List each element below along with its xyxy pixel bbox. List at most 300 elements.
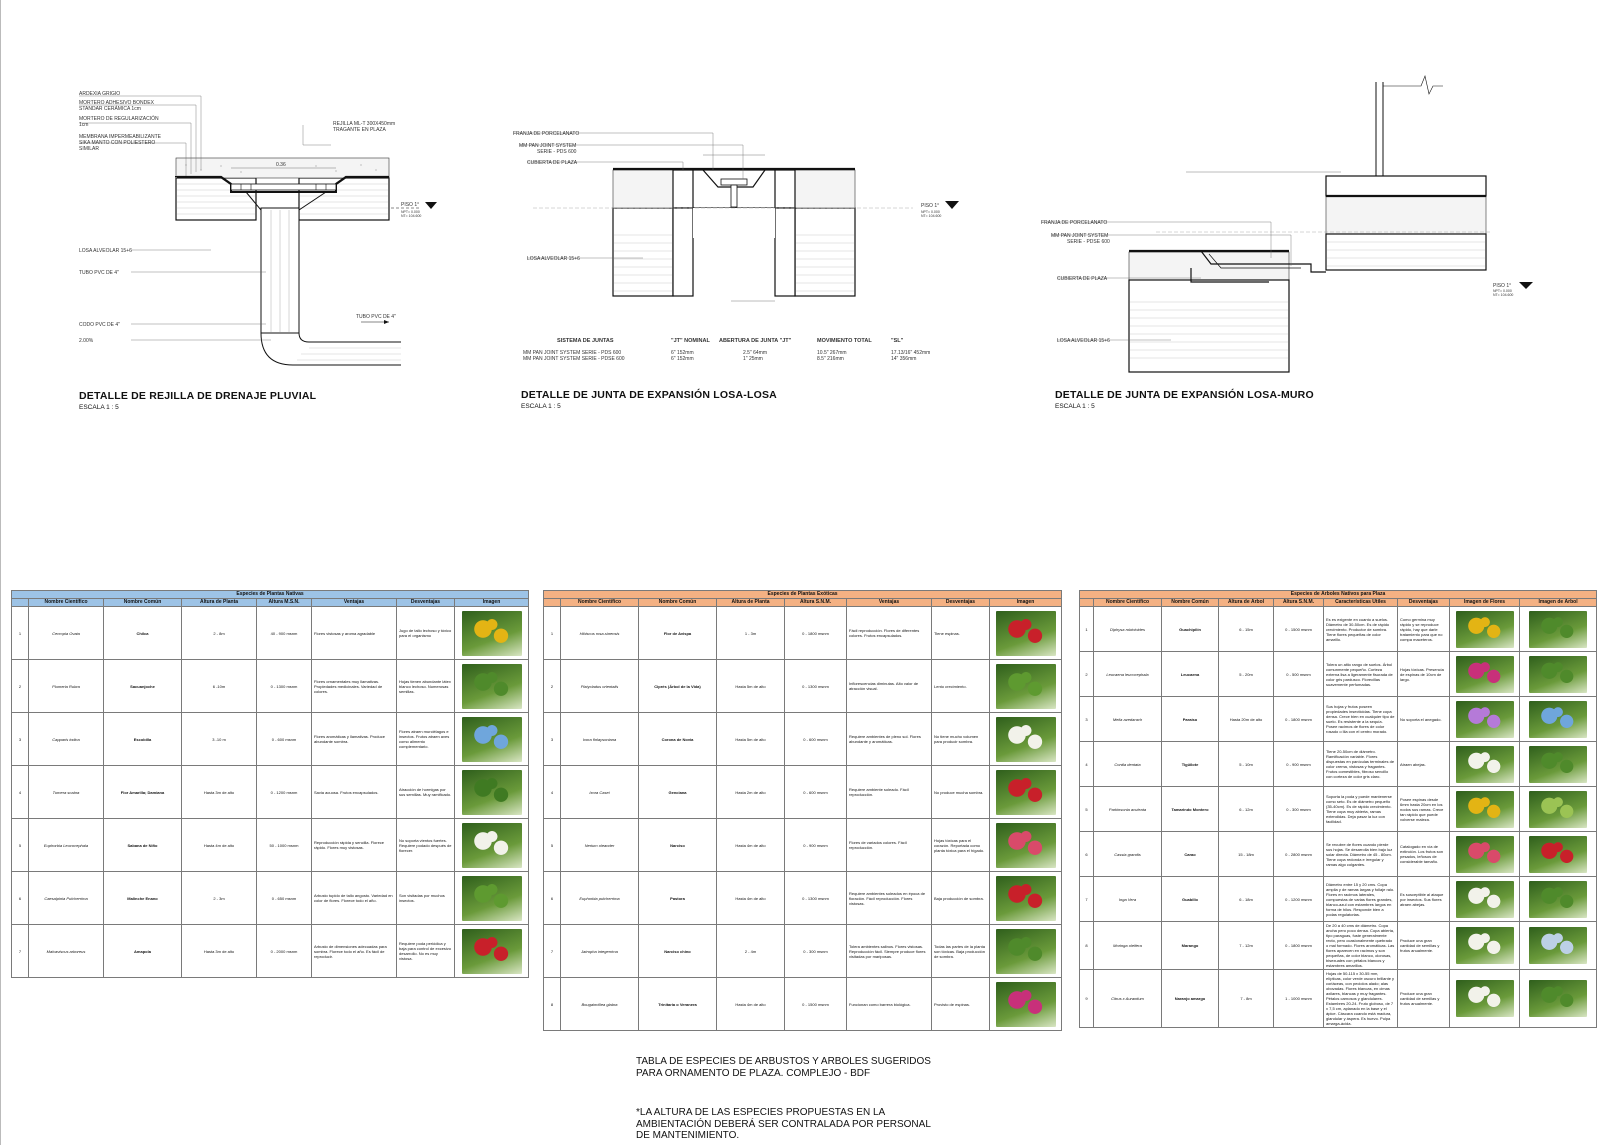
column-header: Altura S.N.M. — [1274, 599, 1324, 607]
joint-cell: MM PAN JOINT SYSTEM SERIE - PDSE 600 — [523, 356, 625, 362]
common-name: Tigüilote — [1162, 742, 1219, 787]
image-cell — [990, 925, 1062, 978]
column-header: Desventajas — [397, 599, 455, 607]
table-row — [12, 660, 529, 713]
height: 2 - 3m — [182, 872, 257, 925]
common-name: Flor de Avispa — [639, 607, 717, 660]
advantages: Flores vistosas y aroma agradable — [312, 607, 397, 660]
column-header: Nombre Científico — [561, 599, 639, 607]
image-cell — [455, 872, 529, 925]
advantages: Es es exigente en cuanto a suelos. Diámetro de 30-50cm. Es de rápido crecimiento. Productor de sombra. Tiene flores pequeñas de color amarillo. — [1324, 607, 1398, 652]
disadvantages: No produce mucha sombra. — [932, 766, 990, 819]
nt-label: NT= 104.600 — [401, 214, 422, 218]
advantages: Se recubre de flores cuando pierde sus hojas. Se desarrolla bien bajo luz solar directa. Diámetro de 45 - 80cm. Tiene copa redonda e irregular y ramas algo colgantes. — [1324, 832, 1398, 877]
disadvantages: Todas las partes de la planta son tóxicas. Baja producción de sombra. — [932, 925, 990, 978]
level-label: PISO 1° — [1493, 283, 1512, 289]
table-row — [1080, 877, 1597, 922]
image-cell — [990, 607, 1062, 660]
height: 2 - 4m — [717, 925, 785, 978]
row-number: 1 — [544, 607, 561, 660]
scientific-name: Malvaviscus arboreus — [29, 925, 104, 978]
scientific-name: Bougainvillea glabra — [561, 978, 639, 1031]
height: 1 - 3m — [717, 607, 785, 660]
column-header — [12, 599, 29, 607]
npt-label: NPT= 0.000 — [921, 210, 940, 214]
scientific-name: Jatropha integerrima — [561, 925, 639, 978]
altitude: 0 - 1300 msnm — [785, 660, 847, 713]
species-table-2 — [543, 590, 1062, 1031]
detail-drenaje-pluvial — [71, 80, 471, 411]
image-cell — [455, 607, 529, 660]
flower-photo — [1456, 881, 1514, 918]
plant-photo — [462, 770, 522, 815]
image-cell — [455, 819, 529, 872]
note-serie: SERIE - PDSE 600 — [1067, 239, 1110, 245]
advantages: Savia acuosa. Frutos encapsulados. — [312, 766, 397, 819]
flower-image-cell — [1450, 787, 1520, 832]
altitude: 0 - 900 msnm — [1274, 742, 1324, 787]
altitude: 0 - 900 msnm — [785, 819, 847, 872]
column-header: Nombre Científico — [1094, 599, 1162, 607]
scientific-name: Melia azedarach — [1094, 697, 1162, 742]
column-header: Altura de Planta — [182, 599, 257, 607]
scientific-name: Euphorbia pulcherrima — [561, 872, 639, 925]
height: Hasta 4m de alto — [717, 819, 785, 872]
nt-label: NT= 104.600 — [1493, 293, 1514, 297]
altitude: 0 - 1300 msnm — [785, 872, 847, 925]
disadvantages: Posee espinas desde 6mm hasta 20cm en los nodos sus ramas. Crece tan rápido que puede volverse maleza. — [1398, 787, 1450, 832]
note-franja: FRANJA DE PORCELANATO — [513, 131, 580, 137]
flower-image-cell — [1450, 877, 1520, 922]
advantages: Requiere ambientes soleados en época de floración. Fácil reproducción. Flores vistosas. — [847, 872, 932, 925]
row-number: 7 — [1080, 877, 1094, 922]
row-number: 9 — [1080, 970, 1094, 1028]
row-number: 3 — [1080, 697, 1094, 742]
common-name: Guachipilín — [1162, 607, 1219, 652]
tree-image-cell — [1520, 787, 1597, 832]
table-row — [1080, 697, 1597, 742]
height: 7 - 12m — [1219, 922, 1274, 970]
flower-image-cell — [1450, 697, 1520, 742]
common-name: Corona de Novia — [639, 713, 717, 766]
table-row — [544, 607, 1062, 660]
altitude: 0 - 600 msnm — [785, 766, 847, 819]
table-header-row — [12, 599, 529, 607]
scientific-name: Cassia grandis — [1094, 832, 1162, 877]
disadvantages: Son visitadas por muchos insectos. — [397, 872, 455, 925]
altitude: 40 - 900 msnm — [257, 607, 312, 660]
table-row — [544, 819, 1062, 872]
flower-image-cell — [1450, 742, 1520, 787]
advantages: Diámetro entre 15 y 20 cms. Copa amplia y de ramas largas y follaje ralo. Flores en racimos laterales, compuestas de varias flores grandes, blanco-azul con estambres largos en forma de hilos. Responde bien a podas regulatorias. — [1324, 877, 1398, 922]
plant-photo — [462, 664, 522, 709]
detail-scale: ESCALA 1 : 5 — [79, 404, 119, 411]
column-header: Nombre Común — [639, 599, 717, 607]
note-mortero-adhesivo: MORTERO ADHESIVO BONDEX — [79, 100, 154, 106]
note-franja: FRANJA DE PORCELANATO — [1041, 220, 1108, 226]
table-row — [1080, 787, 1597, 832]
species-table-3 — [1079, 590, 1597, 1028]
table-caption: Especies de Plantas Exóticas — [544, 591, 1062, 599]
tree-photo — [1529, 791, 1587, 828]
common-name: Narciso chino — [639, 925, 717, 978]
flower-photo — [1456, 791, 1514, 828]
table-row — [544, 766, 1062, 819]
plant-photo — [462, 876, 522, 921]
common-name: Trinitaria o Veranera — [639, 978, 717, 1031]
row-number: 6 — [544, 872, 561, 925]
altitude: 0 - 1200 msnm — [257, 766, 312, 819]
note-1cm: 1cm — [79, 122, 89, 128]
disadvantages: Es susceptible al ataque por insectos. Sus flores atraen abejas. — [1398, 877, 1450, 922]
common-name: Amapola — [104, 925, 182, 978]
tree-photo — [1529, 701, 1587, 738]
scientific-name: Ixora finlaysoniana — [561, 713, 639, 766]
flower-image-cell — [1450, 970, 1520, 1028]
junta-losa-muro-drawing — [1041, 72, 1581, 382]
row-number: 6 — [12, 872, 29, 925]
altitude: 0 - 2800 msnm — [1274, 832, 1324, 877]
common-name: Sacuanjoche — [104, 660, 182, 713]
detail-scale: ESCALA 1 : 5 — [521, 403, 561, 410]
table-note-title: TABLA DE ESPECIES DE ARBUSTOS Y ARBOLES SUGERIDOS PARA ORNAMENTO DE PLAZA. COMPLEJO - BDF — [636, 1056, 934, 1079]
scientific-name: Plumeria Rubra — [29, 660, 104, 713]
height: 3 -10 m — [182, 713, 257, 766]
column-header: Imagen de Árbol — [1520, 599, 1597, 607]
note-standar-ceramica: STANDAR CERÁMICA 1cm — [79, 106, 141, 112]
scientific-name: Leucaena leucocephala — [1094, 652, 1162, 697]
disadvantages: Atraen abejas. — [1398, 742, 1450, 787]
tree-image-cell — [1520, 697, 1597, 742]
plant-photo — [996, 770, 1056, 815]
column-header: Imagen de Flores — [1450, 599, 1520, 607]
note-losa: LOSA ALVEOLAR 15+6 — [527, 256, 580, 262]
tree-image-cell — [1520, 652, 1597, 697]
row-number: 8 — [1080, 922, 1094, 970]
image-cell — [455, 925, 529, 978]
table-row — [1080, 607, 1597, 652]
advantages: Hojas de 50-115 x 30-55 mm, elípticas, color verde oscuro brillante y coriáceas, con peciolos alado; alas obovadas. Flores blancas, en cimas axilares, blancas y muy fragantes. Pétalos carnosos y glandulares. Estambres 20-24. Fruto globoso, de 7 x 7,5 cm, aplanado en la base y el ápice. Cáscara cuando está madura, glandular y áspera. Es huevo. Pulpa amarga-ácida. — [1324, 970, 1398, 1028]
advantages: Flores de variados colores. Fácil reproducción. — [847, 819, 932, 872]
joint-header: "JT" NOMINAL — [671, 338, 710, 344]
common-name: Naranjo amargo — [1162, 970, 1219, 1028]
note-tubo-pvc: TUBO PVC DE 4" — [79, 270, 119, 276]
altitude: 0 - 1800 msnm — [785, 607, 847, 660]
npt-label: NPT= 0.000 — [1493, 289, 1512, 293]
row-number: 7 — [544, 925, 561, 978]
altitude: 0 - 1500 msnm — [1274, 607, 1324, 652]
tree-image-cell — [1520, 970, 1597, 1028]
detail-title: DETALLE DE REJILLA DE DRENAJE PLUVIAL — [79, 390, 317, 402]
column-header: Nombre Común — [104, 599, 182, 607]
row-number: 4 — [12, 766, 29, 819]
altitude: 0 - 1500 msnm — [785, 978, 847, 1031]
column-header: Desventajas — [932, 599, 990, 607]
detail-scale: ESCALA 1 : 5 — [1055, 403, 1095, 410]
common-name: Chilca — [104, 607, 182, 660]
altitude: 1 - 1000 msnm — [1274, 970, 1324, 1028]
row-number: 3 — [544, 713, 561, 766]
scientific-name: Platycladus orientalis — [561, 660, 639, 713]
joint-header: SISTEMA DE JUNTAS — [557, 338, 614, 344]
row-number: 5 — [544, 819, 561, 872]
common-name: Malinche Enano — [104, 872, 182, 925]
column-header: Ventajas — [847, 599, 932, 607]
plant-photo — [996, 664, 1056, 709]
row-number: 4 — [1080, 742, 1094, 787]
note-cubierta: CUBIERTA DE PLAZA — [1057, 276, 1108, 282]
joint-system-table — [523, 338, 930, 362]
table-row — [544, 978, 1062, 1031]
tree-photo — [1529, 746, 1587, 783]
disadvantages: Hojas tóxicas. Presencia de espinas de 10cm de largo. — [1398, 652, 1450, 697]
joint-cell: 6" 152mm — [671, 350, 694, 356]
table-row — [12, 872, 529, 925]
column-header: Imagen — [990, 599, 1062, 607]
height: Hasta 3m de alto — [182, 766, 257, 819]
plant-photo — [462, 823, 522, 868]
common-name: Escobilla — [104, 713, 182, 766]
plant-photo — [996, 611, 1056, 656]
note-rejilla: REJILLA ML-T 300X450mm — [333, 121, 396, 127]
disadvantages: Requiere poda periódica y baja para control de excesivo desarrollo. No es muy vistosa. — [397, 925, 455, 978]
column-header — [544, 599, 561, 607]
disadvantages: Baja producción de sombra. — [932, 872, 990, 925]
tree-photo — [1529, 980, 1587, 1017]
image-cell — [990, 872, 1062, 925]
common-name: Ciprés (Árbol de la Vida) — [639, 660, 717, 713]
row-number: 5 — [12, 819, 29, 872]
advantages: Fácil reproducción. Flores de diferentes colores. Frutos encapsulados. — [847, 607, 932, 660]
tree-photo — [1529, 611, 1587, 648]
height: 6 - 18m — [1219, 877, 1274, 922]
row-number: 8 — [544, 978, 561, 1031]
column-header — [1080, 599, 1094, 607]
scientific-name: Hibiscus rosa-sinensis — [561, 607, 639, 660]
table-row — [12, 819, 529, 872]
image-cell — [455, 766, 529, 819]
flower-photo — [1456, 927, 1514, 964]
altitude: 0 - 300 msnm — [785, 925, 847, 978]
note-tubo-pvc-2: 2.00% — [79, 338, 94, 344]
table-row — [12, 766, 529, 819]
disadvantages: No soporta el anegado. — [1398, 697, 1450, 742]
table-row — [1080, 832, 1597, 877]
table-row — [12, 925, 529, 978]
table-header-row — [544, 599, 1062, 607]
height: Hasta 5m de alto — [717, 713, 785, 766]
note-panjoint: MM PAN JOINT SYSTEM — [1051, 233, 1109, 239]
table-caption-row — [1080, 591, 1597, 599]
tree-photo — [1529, 881, 1587, 918]
flower-photo — [1456, 611, 1514, 648]
flower-photo — [1456, 656, 1514, 693]
column-header: Nombre Común — [1162, 599, 1219, 607]
disadvantages: Hojas tienen abundante látex blanco lechoso. Numerosas semillas. — [397, 660, 455, 713]
row-number: 2 — [1080, 652, 1094, 697]
advantages: Flores ornamentales muy llamativas. Propiedades medicinales. Variedad de colores. — [312, 660, 397, 713]
height: 5 - 20m — [1219, 652, 1274, 697]
level-marker-icon — [425, 202, 437, 209]
joint-header: "SL" — [891, 338, 904, 344]
detail-junta-losa-muro — [1041, 72, 1581, 410]
detail-title: DETALLE DE JUNTA DE EXPANSIÓN LOSA-LOSA — [521, 389, 777, 401]
table-row — [1080, 742, 1597, 787]
tree-image-cell — [1520, 742, 1597, 787]
altitude: 0 - 600 msnm — [785, 713, 847, 766]
table-caption: Especies de Plantas Nativas — [12, 591, 529, 599]
common-name: Genciana — [639, 766, 717, 819]
advantages: Arbusto de dimensiones adecuadas para sombra. Florece todo el año. Es fácil de reproducir. — [312, 925, 397, 978]
column-header: Altura de Planta — [717, 599, 785, 607]
scientific-name: Moringa oleifera — [1094, 922, 1162, 970]
altitude: 0 - 1300 msnm — [257, 660, 312, 713]
advantages: Tiene 20-50cm de diámetro. Ramificación variable. Flores dispuestas en panículas terminales de color crema, vistosas y fragantes. Frutos comestibles, fibroso sencillo con corteza de color gris claro. — [1324, 742, 1398, 787]
altitude: 0 - 300 msnm — [1274, 787, 1324, 832]
common-name: Carao — [1162, 832, 1219, 877]
row-number: 2 — [12, 660, 29, 713]
plant-photo — [462, 611, 522, 656]
scientific-name: Cordia dentata — [1094, 742, 1162, 787]
table-row — [12, 713, 529, 766]
nt-label: NT= 104.600 — [921, 214, 942, 218]
height: Hasta 4m de alto — [717, 872, 785, 925]
advantages: Tolera ambientes salinos. Flores vistosas. Reproducción fácil. Siempre produce flores visitadas por mariposas. — [847, 925, 932, 978]
height: 6 - 15m — [1219, 607, 1274, 652]
table-row — [1080, 970, 1597, 1028]
scientific-name: Citrus x Aurantium — [1094, 970, 1162, 1028]
advantages: De 20 a 40 cms de diámetro. Copa ancha pero poco densa. Copa abierta, tipo paraguas, fuste generalmente recto, pero ocasionalmente quebrado o mal formado. Flores aromáticas. Las flores aparecen en racimos y son pequeñas, de color blanco, olorosas, bisexuales con pétalos blancos y estambres amarillos. — [1324, 922, 1398, 970]
advantages: Reproducción rápida y sencilla. Florece rápido. Flores muy vistosas. — [312, 819, 397, 872]
slope-label: TUBO PVC DE 4" — [356, 314, 396, 320]
altitude: 0 - 1200 msnm — [1274, 877, 1324, 922]
column-header: Ventajas — [312, 599, 397, 607]
scientific-name: Capparis indica — [29, 713, 104, 766]
disadvantages: Produce una gran cantidad de semillas y frutos anualmente. — [1398, 970, 1450, 1028]
plant-photo — [462, 717, 522, 762]
disadvantages: Hojas tóxicas para el corazón. Reportada como planta tóxica para el hígado. — [932, 819, 990, 872]
row-number: 6 — [1080, 832, 1094, 877]
note-losa: LOSA ALVEOLAR 15+6 — [1057, 338, 1110, 344]
advantages: Requiere ambientes de pleno sol. Flores abundante y aromáticas. — [847, 713, 932, 766]
height: Hasta 2m de alto — [717, 766, 785, 819]
table-caption-row — [544, 591, 1062, 599]
disadvantages: Jugo de tallo lechoso y tóxico para el organismo — [397, 607, 455, 660]
scientific-name: Parkinsonia aculeata — [1094, 787, 1162, 832]
column-header: Altura M.S.N. — [257, 599, 312, 607]
flower-image-cell — [1450, 832, 1520, 877]
joint-cell: 1" 25mm — [743, 356, 763, 362]
common-name: Sabana de Niño — [104, 819, 182, 872]
disadvantages: Lento crecimiento. — [932, 660, 990, 713]
table-caption: Especies de Árboles Nativos para Plaza — [1080, 591, 1597, 599]
common-name: Flor Amarilla; Damiana — [104, 766, 182, 819]
joint-cell: 10.5" 267mm — [817, 350, 847, 356]
joint-cell: MM PAN JOINT SYSTEM SERIE - PDS 600 — [523, 350, 622, 356]
disadvantages: Tiene espinas. — [932, 607, 990, 660]
tree-photo — [1529, 927, 1587, 964]
flower-photo — [1456, 701, 1514, 738]
plant-photo — [996, 823, 1056, 868]
common-name: Marango — [1162, 922, 1219, 970]
level-label: PISO 1° — [921, 203, 940, 209]
note-sika: SIKA MANTO CON POLIESTERO — [79, 140, 156, 146]
joint-cell: 8.5" 216mm — [817, 356, 844, 362]
disadvantages: No tiene mucho volumen para producir sombra. — [932, 713, 990, 766]
plant-photo — [996, 982, 1056, 1027]
flower-photo — [1456, 836, 1514, 873]
altitude: 50 - 1000 msnm — [257, 819, 312, 872]
image-cell — [990, 819, 1062, 872]
altitude: 0 - 2000 msnm — [257, 925, 312, 978]
advantages: Flores aromáticas y llamativas. Produce abundante sombra. — [312, 713, 397, 766]
advantages: Soporta la poda y puede mantenerse como seto. Es de diámetro pequeño (35-40cm). Es de rápido crecimiento. Tiene copa muy abierta, ramas extendidas. Deja pasar la luz con facilidad. — [1324, 787, 1398, 832]
height: 5 - 10m — [1219, 742, 1274, 787]
advantages: Funcionan como barrera biológica. — [847, 978, 932, 1031]
height: Hasta 20m de alto — [1219, 697, 1274, 742]
disadvantages: Como germina muy rápido y se reproduce rápido, hay que darle tratamiento para que no compa maceteros. — [1398, 607, 1450, 652]
column-header: Nombre Científico — [29, 599, 104, 607]
dimension-label: 0.36 — [276, 162, 286, 168]
advantages: Sus hojas y frutos poseen propiedades insecticidas. Tiene copa densa. Crece bien en cualquier tipo de suelo. Es resistente a la sequía. Posee racimos de flores de color rosado o lila con el centro morado. — [1324, 697, 1398, 742]
note-similar: SIMILAR — [79, 146, 100, 152]
image-cell — [990, 660, 1062, 713]
level-label: PISO 1° — [401, 202, 420, 208]
plant-photo — [996, 929, 1056, 974]
flower-image-cell — [1450, 607, 1520, 652]
note-mortero-regularizacion: MORTERO DE REGULARIZACIÓN — [79, 116, 159, 122]
table-note-body: *LA ALTURA DE LAS ESPECIES PROPUESTAS EN LA AMBIENTACIÓN DEBERÁ SER CONTRALADA POR PERSONAL DE MANTENIMIENTO. — [636, 1107, 934, 1141]
row-number: 4 — [544, 766, 561, 819]
scientific-name: Nerium oleander — [561, 819, 639, 872]
table-row — [1080, 652, 1597, 697]
row-number: 2 — [544, 660, 561, 713]
detail-junta-losa-losa — [513, 125, 973, 410]
tree-image-cell — [1520, 832, 1597, 877]
flower-photo — [1456, 980, 1514, 1017]
image-cell — [455, 713, 529, 766]
table-caption-row — [12, 591, 529, 599]
image-cell — [455, 660, 529, 713]
species-table-1 — [11, 590, 529, 978]
note-codo-pvc: CODO PVC DE 4" — [79, 322, 120, 328]
height: Hasta 4m de alto — [717, 978, 785, 1031]
note-cubierta: CUBIERTA DE PLAZA — [527, 160, 578, 166]
tree-image-cell — [1520, 922, 1597, 970]
scientific-name: Caesalpinia Pulcherrima — [29, 872, 104, 925]
joint-cell: 6" 152mm — [671, 356, 694, 362]
common-name: Leucaena — [1162, 652, 1219, 697]
image-cell — [990, 766, 1062, 819]
note-membrana: MEMBRANA IMPERMEABILIZANTE — [79, 134, 161, 140]
common-name: Guabillo — [1162, 877, 1219, 922]
height: 7 - 8m — [1219, 970, 1274, 1028]
table-row — [544, 872, 1062, 925]
height: Hasta 3m de alto — [182, 925, 257, 978]
flower-photo — [1456, 746, 1514, 783]
row-number: 1 — [1080, 607, 1094, 652]
height: 15 - 18m — [1219, 832, 1274, 877]
note-tragante: TRAGANTE EN PLAZA — [333, 127, 386, 133]
altitude: 0 - 600 msnm — [257, 713, 312, 766]
common-name: Tamarindo Montero — [1162, 787, 1219, 832]
height: 2 - 8m — [182, 607, 257, 660]
tree-photo — [1529, 836, 1587, 873]
level-marker-icon — [1519, 282, 1533, 289]
scientific-name: Euphorbia Leucocephala — [29, 819, 104, 872]
scientific-name: Turnera scabra — [29, 766, 104, 819]
plant-photo — [996, 876, 1056, 921]
